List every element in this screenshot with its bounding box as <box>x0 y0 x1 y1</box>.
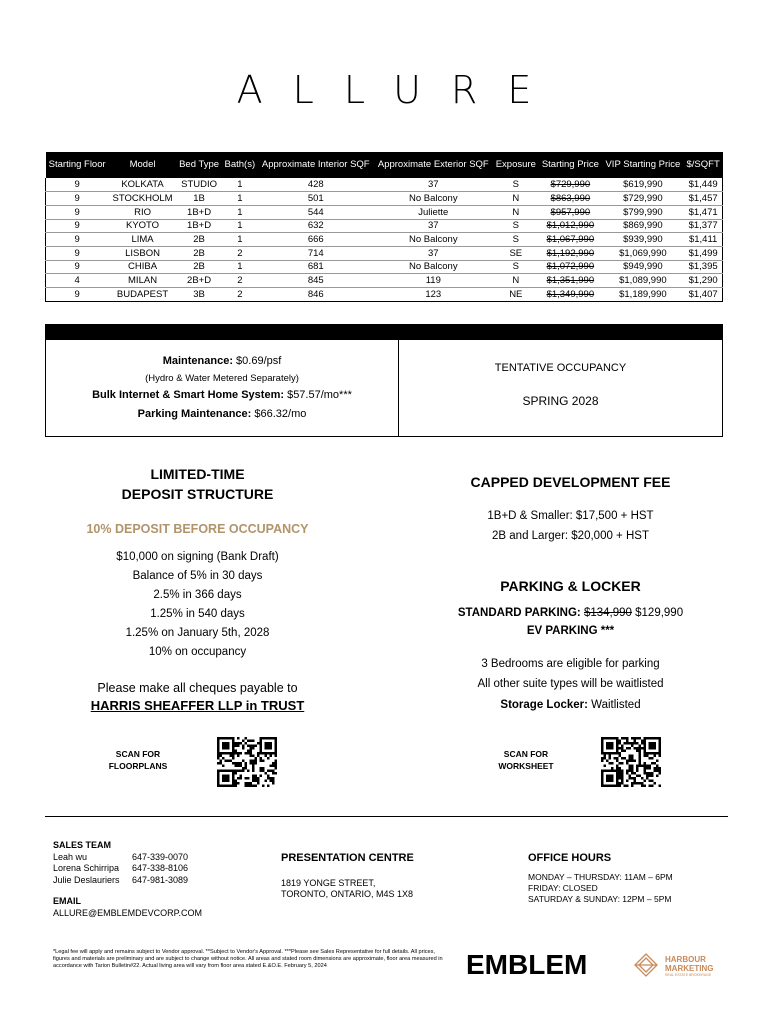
table-cell: $1,072,990 <box>539 260 602 274</box>
maintenance-note: (Hydro & Water Metered Separately) <box>145 373 299 384</box>
table-cell: $939,990 <box>602 233 684 247</box>
worksheet-qr-code[interactable] <box>601 737 661 787</box>
table-cell: $1,351,990 <box>539 274 602 288</box>
table-cell: 666 <box>258 233 374 247</box>
occupancy-value: SPRING 2028 <box>522 394 599 408</box>
table-cell: 2B+D <box>176 274 222 288</box>
table-cell: 2B <box>176 246 222 260</box>
table-cell: 4 <box>46 274 109 288</box>
locker-line: Storage Locker: Waitlisted <box>500 699 641 711</box>
sales-member-name: Leah wu <box>53 851 88 862</box>
parking-note: 3 Bedrooms are eligible for parking <box>481 658 660 670</box>
table-cell: $1,395 <box>684 260 723 274</box>
table-row <box>46 219 723 233</box>
table-row <box>46 205 723 219</box>
table-cell: $1,471 <box>684 205 723 219</box>
table-cell: 714 <box>258 246 374 260</box>
footer-divider <box>45 816 728 817</box>
table-cell: 2 <box>222 246 258 260</box>
table-row <box>46 233 723 247</box>
table-cell: $1,449 <box>684 178 723 192</box>
table-cell: $949,990 <box>602 260 684 274</box>
table-cell: 501 <box>258 192 374 206</box>
table-cell: 9 <box>46 205 109 219</box>
price-table <box>45 152 723 302</box>
table-cell: 37 <box>374 219 493 233</box>
table-cell: $1,499 <box>684 246 723 260</box>
table-row <box>46 274 723 288</box>
address-line-1: 1819 YONGE STREET, <box>281 878 376 888</box>
table-cell: 3B <box>176 288 222 302</box>
office-hours <box>528 853 673 905</box>
presentation-centre <box>281 853 414 900</box>
parking-notes <box>418 654 723 694</box>
sales-team-title: SALES TEAM <box>53 840 112 850</box>
table-cell: CHIBA <box>109 260 176 274</box>
table-cell: $619,990 <box>602 178 684 192</box>
parking-note: All other suite types will be waitlisted <box>477 678 664 690</box>
standard-parking-line: STANDARD PARKING: $134,990 $129,990 <box>457 607 684 619</box>
table-cell: 9 <box>46 192 109 206</box>
deposit-line: 1.25% in 540 days <box>150 608 245 620</box>
floorplans-qr-code[interactable] <box>217 737 277 787</box>
table-header-row <box>46 152 723 178</box>
table-cell: $869,990 <box>602 219 684 233</box>
table-cell: S <box>493 178 539 192</box>
table-cell: $1,089,990 <box>602 274 684 288</box>
table-row <box>46 288 723 302</box>
deposit-line: 1.25% on January 5th, 2028 <box>125 627 270 639</box>
table-cell: 1 <box>222 260 258 274</box>
table-cell: $1,290 <box>684 274 723 288</box>
parking-title: PARKING & LOCKER <box>500 578 641 594</box>
table-cell: 2B <box>176 260 222 274</box>
fees-box <box>45 340 723 437</box>
table-cell: BUDAPEST <box>109 288 176 302</box>
table-cell: SE <box>493 246 539 260</box>
table-row <box>46 192 723 206</box>
parking-maintenance-line: Parking Maintenance: $66.32/mo <box>137 408 307 420</box>
standard-parking-old-price: $134,990 <box>583 607 632 619</box>
dev-fee-lines <box>418 506 723 546</box>
table-cell: 9 <box>46 288 109 302</box>
table-cell: $1,411 <box>684 233 723 247</box>
table-cell: 1 <box>222 192 258 206</box>
table-cell: 428 <box>258 178 374 192</box>
table-cell: $1,377 <box>684 219 723 233</box>
harbour-logo-text: HARBOUR MARKETING <box>665 955 714 973</box>
ev-parking-line: EV PARKING *** <box>526 625 615 637</box>
table-cell: 119 <box>374 274 493 288</box>
brand-logo: ALLURE <box>236 68 562 112</box>
table-cell: Juliette <box>374 205 493 219</box>
deposit-line: 2.5% in 366 days <box>153 589 242 601</box>
occupancy-label: TENTATIVE OCCUPANCY <box>494 362 627 374</box>
table-cell: LISBON <box>109 246 176 260</box>
sales-member-phone[interactable]: 647-981-3089 <box>132 874 189 885</box>
hours-line: FRIDAY: CLOSED <box>528 883 598 893</box>
fees-section <box>418 472 723 714</box>
table-cell: NE <box>493 288 539 302</box>
presentation-title: PRESENTATION CENTRE <box>281 852 414 864</box>
standard-parking-new-price: $129,990 <box>631 607 684 619</box>
table-cell: 681 <box>258 260 374 274</box>
table-cell: MILAN <box>109 274 176 288</box>
table-cell: 846 <box>258 288 374 302</box>
table-cell: $729,990 <box>602 192 684 206</box>
table-header-cell: $/SQFT <box>684 152 723 178</box>
table-cell: $1,192,990 <box>539 246 602 260</box>
hours-lines <box>528 872 673 905</box>
table-cell: 2 <box>222 288 258 302</box>
table-row <box>46 260 723 274</box>
table-header-cell: Bath(s) <box>222 152 258 178</box>
table-cell: 632 <box>258 219 374 233</box>
deposit-line: 10% on occupancy <box>148 646 247 658</box>
sales-member-name: Lorena Schirripa <box>53 863 120 873</box>
table-cell: 9 <box>46 178 109 192</box>
sales-member <box>53 875 202 887</box>
table-cell: $1,069,990 <box>602 246 684 260</box>
table-cell: STOCKHOLM <box>109 192 176 206</box>
table-cell: 37 <box>374 178 493 192</box>
table-cell: 9 <box>46 233 109 247</box>
deposit-line: $10,000 on signing (Bank Draft) <box>116 551 279 563</box>
harbour-logo-subtitle: REAL ESTATE BROKERAGE <box>665 973 712 977</box>
table-cell: S <box>493 233 539 247</box>
table-row <box>46 246 723 260</box>
table-cell: S <box>493 219 539 233</box>
table-cell: $863,990 <box>539 192 602 206</box>
table-cell: LIMA <box>109 233 176 247</box>
hours-title: OFFICE HOURS <box>528 852 612 864</box>
table-header-cell: Starting Floor <box>46 152 109 178</box>
table-header-cell: Exposure <box>493 152 539 178</box>
table-cell: 9 <box>46 260 109 274</box>
table-cell: 37 <box>374 246 493 260</box>
sales-member-phone[interactable]: 647-338-8106 <box>132 863 189 873</box>
table-header-cell: Approximate Exterior SQF <box>374 152 493 178</box>
table-cell: 1B <box>176 192 222 206</box>
internet-line: Bulk Internet & Smart Home System: $57.57/mo*** <box>92 389 352 401</box>
table-cell: 2 <box>222 274 258 288</box>
occupancy-panel <box>399 340 722 436</box>
payee: HARRIS SHEAFFER LLP in TRUST <box>90 698 305 713</box>
cheque-note: Please make all cheques payable to <box>97 681 298 695</box>
email-block <box>53 896 202 919</box>
table-cell: $1,349,990 <box>539 288 602 302</box>
table-cell: $729,990 <box>539 178 602 192</box>
dev-fee-line: 1B+D & Smaller: $17,500 + HST <box>487 510 654 522</box>
table-cell: RIO <box>109 205 176 219</box>
table-cell: STUDIO <box>176 178 222 192</box>
info-bar <box>45 324 723 340</box>
sales-member-phone[interactable]: 647-339-0070 <box>132 851 189 862</box>
table-cell: No Balcony <box>374 233 493 247</box>
table-cell: No Balcony <box>374 192 493 206</box>
table-cell: 1 <box>222 178 258 192</box>
table-cell: No Balcony <box>374 260 493 274</box>
table-header-cell: Bed Type <box>176 152 222 178</box>
table-cell: 2B <box>176 233 222 247</box>
hours-line: MONDAY – THURSDAY: 11AM – 6PM <box>528 872 673 882</box>
table-cell: KYOTO <box>109 219 176 233</box>
table-cell: N <box>493 274 539 288</box>
table-cell: 123 <box>374 288 493 302</box>
fees-panel <box>46 340 399 436</box>
table-cell: $1,407 <box>684 288 723 302</box>
deposit-line: Balance of 5% in 30 days <box>132 570 263 582</box>
table-cell: 1B+D <box>176 205 222 219</box>
table-cell: 845 <box>258 274 374 288</box>
maintenance-line: Maintenance: $0.69/psf <box>162 355 282 367</box>
deposit-section <box>45 464 350 713</box>
sales-member <box>53 852 202 864</box>
table-cell: 9 <box>46 219 109 233</box>
deposit-title-2: DEPOSIT STRUCTURE <box>121 486 274 502</box>
deposit-title-1: LIMITED-TIME <box>150 466 245 482</box>
table-cell: $799,990 <box>602 205 684 219</box>
table-cell: KOLKATA <box>109 178 176 192</box>
table-header-cell: Starting Price <box>539 152 602 178</box>
scan-worksheet-label: SCAN FOR WORKSHEET <box>498 749 554 771</box>
table-cell: $1,012,990 <box>539 219 602 233</box>
sales-member <box>53 863 202 875</box>
dev-fee-title: CAPPED DEVELOPMENT FEE <box>470 474 671 490</box>
table-cell: S <box>493 260 539 274</box>
table-cell: 1B+D <box>176 219 222 233</box>
legal-disclaimer: *Legal fee will apply and remains subject to Vendor approval. **Subject to Vendor's Approval. ***Please see Sales Representative for full details. All prices, figures and materials are preliminary and are subject to change without notice. All areas and stated room dimensions are approximate, floor area measured in accordance with Tarion Bulletin#22. Actual living area will vary from floor area stated E.&O.E. February 5, 2024 <box>53 949 443 969</box>
hours-line: SATURDAY & SUNDAY: 12PM – 5PM <box>528 894 672 904</box>
scan-floorplans-label: SCAN FOR FLOORPLANS <box>108 749 168 771</box>
email-address[interactable]: ALLURE@EMBLEMDEVCORP.COM <box>53 907 203 918</box>
table-cell: 544 <box>258 205 374 219</box>
table-cell: $1,457 <box>684 192 723 206</box>
table-row <box>46 178 723 192</box>
table-cell: N <box>493 192 539 206</box>
table-header-cell: Approximate Interior SQF <box>258 152 374 178</box>
sales-member-name: Julie Deslauriers <box>53 874 120 885</box>
table-cell: $1,189,990 <box>602 288 684 302</box>
email-label: EMAIL <box>53 896 81 906</box>
table-cell: 1 <box>222 205 258 219</box>
table-body <box>46 178 723 301</box>
dev-fee-line: 2B and Larger: $20,000 + HST <box>492 530 649 542</box>
table-cell: 1 <box>222 233 258 247</box>
sales-members <box>53 852 202 887</box>
table-header-cell: VIP Starting Price <box>602 152 684 178</box>
address-line-2: TORONTO, ONTARIO, M4S 1X8 <box>281 889 414 899</box>
table-cell: $1,067,990 <box>539 233 602 247</box>
deposit-schedule <box>45 548 350 662</box>
table-cell: 9 <box>46 246 109 260</box>
emblem-logo: EMBLEM <box>466 949 588 980</box>
table-cell: $957,990 <box>539 205 602 219</box>
table-cell: N <box>493 205 539 219</box>
table-cell: 1 <box>222 219 258 233</box>
table-header-cell: Model <box>109 152 176 178</box>
deposit-highlight: 10% DEPOSIT BEFORE OCCUPANCY <box>86 522 309 536</box>
sales-team <box>53 840 202 919</box>
